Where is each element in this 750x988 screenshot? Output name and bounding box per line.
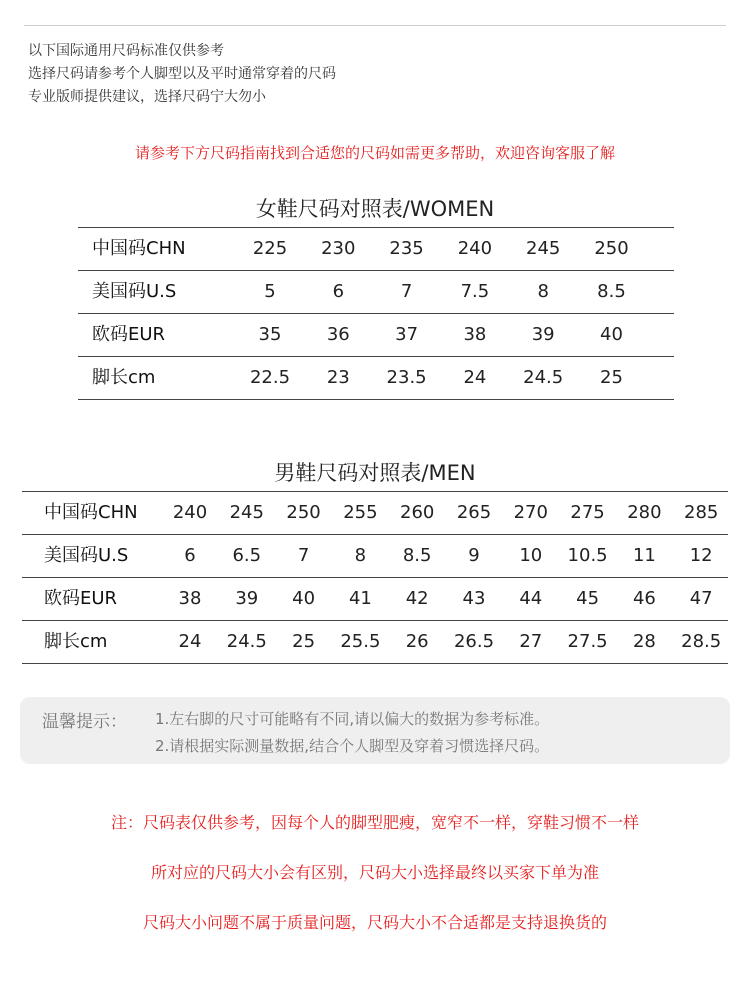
table-cell: 27.5 bbox=[567, 631, 608, 652]
row-label: 欧码EUR bbox=[92, 324, 166, 345]
table-cell: 6 bbox=[332, 281, 345, 302]
table-cell: 8.5 bbox=[597, 281, 626, 302]
row-label: 美国码U.S bbox=[44, 545, 129, 566]
table-cell: 42 bbox=[405, 588, 429, 609]
table-cell: 7 bbox=[400, 281, 413, 302]
table-cell: 35 bbox=[258, 324, 282, 345]
table-cell: 44 bbox=[519, 588, 543, 609]
table-cell: 25 bbox=[600, 367, 623, 388]
table-cell: 24 bbox=[463, 367, 487, 388]
table-cell: 270 bbox=[513, 502, 548, 523]
table-cell: 255 bbox=[343, 502, 378, 523]
table-cell: 250 bbox=[286, 502, 321, 523]
table-cell: 38 bbox=[178, 588, 202, 609]
table-cell: 5 bbox=[264, 281, 276, 302]
table-cell: 11 bbox=[632, 545, 656, 566]
table-cell: 7 bbox=[297, 545, 310, 566]
table-cell: 285 bbox=[684, 502, 719, 523]
table-row bbox=[22, 578, 728, 621]
table-row bbox=[22, 491, 728, 535]
table-cell: 24.5 bbox=[226, 631, 267, 652]
top-divider bbox=[24, 25, 726, 26]
tip-line: 2.请根据实际测量数据,结合个人脚型及穿着习惯选择尺码。 bbox=[155, 737, 550, 755]
table-cell: 23.5 bbox=[386, 367, 427, 388]
tips-panel bbox=[20, 697, 730, 764]
row-label: 脚长cm bbox=[92, 367, 156, 388]
table-cell: 250 bbox=[594, 238, 629, 259]
intro-line: 选择尺码请参考个人脚型以及平时通常穿着的尺码 bbox=[28, 66, 336, 82]
table-cell: 240 bbox=[172, 502, 208, 523]
table-row bbox=[78, 357, 674, 400]
table-cell: 43 bbox=[462, 588, 486, 609]
intro-line: 以下国际通用尺码标准仅供参考 bbox=[28, 43, 224, 59]
table-row bbox=[78, 314, 674, 357]
table-cell: 40 bbox=[600, 324, 623, 345]
table-cell: 260 bbox=[400, 502, 435, 523]
table-cell: 47 bbox=[689, 588, 713, 609]
table-cell: 245 bbox=[229, 502, 264, 523]
table-cell: 275 bbox=[570, 502, 605, 523]
table-cell: 24 bbox=[178, 631, 202, 652]
table-cell: 6 bbox=[184, 545, 196, 566]
table-cell: 8 bbox=[537, 281, 549, 302]
intro-text bbox=[28, 40, 336, 109]
table-cell: 22.5 bbox=[249, 367, 291, 388]
table-cell: 23 bbox=[326, 367, 350, 388]
row-label: 美国码U.S bbox=[92, 281, 177, 302]
table-cell: 6.5 bbox=[232, 545, 262, 566]
tip-line: 1.左右脚的尺寸可能略有不同,请以偏大的数据为参考标准。 bbox=[155, 710, 550, 728]
table-cell: 25 bbox=[292, 631, 316, 652]
men-table-title: 男鞋尺码对照表/MEN bbox=[274, 461, 476, 485]
row-label: 中国码CHN bbox=[92, 238, 186, 259]
table-cell: 10.5 bbox=[567, 545, 608, 566]
table-cell: 46 bbox=[632, 588, 656, 609]
table-cell: 27 bbox=[519, 631, 543, 652]
intro-line: 专业版师提供建议，选择尺码宁大勿小 bbox=[28, 89, 266, 105]
table-cell: 24.5 bbox=[523, 367, 564, 388]
table-cell: 280 bbox=[627, 502, 662, 523]
disclaimer-line: 尺码大小问题不属于质量问题，尺码大小不合适都是支持退换货的 bbox=[142, 913, 607, 932]
table-cell: 10 bbox=[519, 545, 543, 566]
table-row bbox=[22, 621, 728, 664]
table-cell: 45 bbox=[576, 588, 600, 609]
women-table-title: 女鞋尺码对照表/WOMEN bbox=[255, 197, 495, 221]
table-cell: 28 bbox=[632, 631, 656, 652]
table-cell: 225 bbox=[252, 238, 288, 259]
row-label: 中国码CHN bbox=[44, 502, 138, 523]
disclaimer-line: 所对应的尺码大小会有区别，尺码大小选择最终以买家下单为准 bbox=[150, 863, 599, 882]
row-label: 脚长cm bbox=[44, 631, 108, 652]
table-cell: 28.5 bbox=[681, 631, 722, 652]
size-guide-notice: 请参考下方尺码指南找到合适您的尺码如需更多帮助，欢迎咨询客服了解 bbox=[134, 144, 615, 162]
table-cell: 25.5 bbox=[340, 631, 381, 652]
table-cell: 39 bbox=[235, 588, 259, 609]
table-cell: 7.5 bbox=[460, 281, 490, 302]
table-cell: 26 bbox=[405, 631, 429, 652]
disclaimer-line: 注：尺码表仅供参考，因每个人的脚型肥瘦，宽窄不一样，穿鞋习惯不一样 bbox=[110, 813, 639, 832]
tips-title: 温馨提示： bbox=[42, 712, 127, 732]
table-cell: 36 bbox=[326, 324, 350, 345]
table-cell: 235 bbox=[389, 238, 424, 259]
table-cell: 41 bbox=[348, 588, 372, 609]
table-row bbox=[78, 227, 674, 271]
table-cell: 245 bbox=[526, 238, 561, 259]
table-cell: 240 bbox=[457, 238, 493, 259]
table-cell: 26.5 bbox=[453, 631, 495, 652]
table-cell: 39 bbox=[531, 324, 555, 345]
table-row bbox=[22, 535, 728, 578]
table-cell: 9 bbox=[468, 545, 480, 566]
table-cell: 40 bbox=[292, 588, 316, 609]
table-cell: 12 bbox=[689, 545, 713, 566]
table-cell: 265 bbox=[456, 502, 492, 523]
table-cell: 8.5 bbox=[402, 545, 432, 566]
table-cell: 230 bbox=[321, 238, 356, 259]
table-cell: 37 bbox=[395, 324, 419, 345]
men-size-table bbox=[22, 491, 728, 664]
table-row bbox=[78, 271, 674, 314]
women-size-table bbox=[78, 227, 674, 400]
table-cell: 8 bbox=[354, 545, 367, 566]
row-label: 欧码EUR bbox=[44, 588, 118, 609]
table-cell: 38 bbox=[463, 324, 487, 345]
